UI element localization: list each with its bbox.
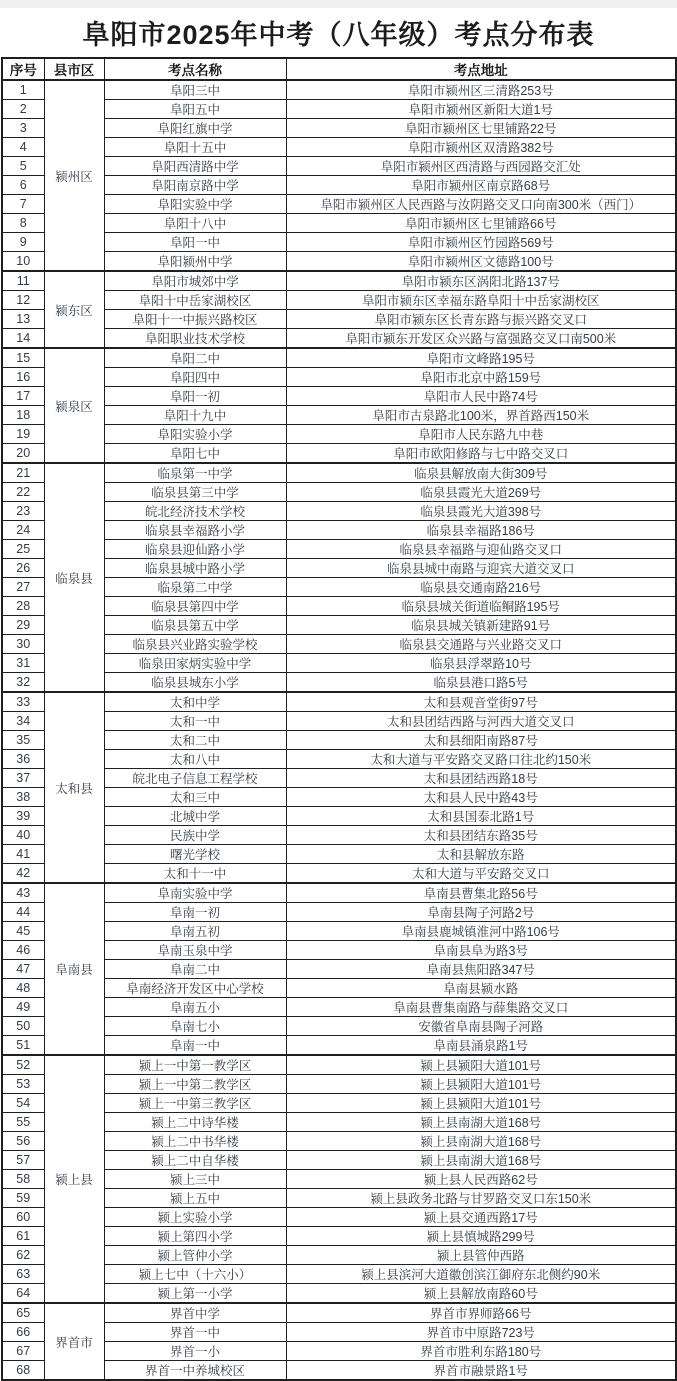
row-number-cell: 23 [2,502,44,521]
site-name-cell: 阜阳十八中 [104,214,286,233]
table-row [2,502,676,521]
site-address-cell: 颍上县解放南路60号 [286,1284,676,1304]
district-cell: 太和县 [44,692,104,883]
site-address-cell: 临泉县幸福路186号 [286,521,676,540]
site-address-cell: 太和县国泰北路1号 [286,807,676,826]
site-address-cell: 太和大道与平安路交叉口 [286,864,676,884]
table-row [2,883,676,903]
table-row [2,387,676,406]
site-address-cell: 临泉县城关街道临鲖路195号 [286,597,676,616]
site-address-cell: 阜阳市颍州区人民西路与汝阴路交叉口向南300米（西门） [286,195,676,214]
top-strip [0,0,677,8]
site-name-cell: 阜阳西清路中学 [104,157,286,176]
table-row [2,483,676,502]
site-address-cell: 阜南县涌泉路1号 [286,1036,676,1056]
site-name-cell: 太和中学 [104,692,286,712]
table-row [2,673,676,693]
site-address-cell: 临泉县城关镇新建路91号 [286,616,676,635]
exam-site-table [1,57,677,1381]
row-number-cell: 54 [2,1094,44,1113]
row-number-cell: 11 [2,271,44,291]
row-number-cell: 47 [2,960,44,979]
site-name-cell: 颍上实验小学 [104,1208,286,1227]
site-address-cell: 阜阳市颍东区长青东路与振兴路交叉口 [286,310,676,329]
site-name-cell: 颍上三中 [104,1170,286,1189]
site-address-cell: 阜阳市颍州区竹园路569号 [286,233,676,252]
site-address-cell: 临泉县解放南大街309号 [286,463,676,483]
site-address-cell: 颍上县南湖大道168号 [286,1113,676,1132]
table-row [2,960,676,979]
row-number-cell: 41 [2,845,44,864]
site-address-cell: 阜南县颍水路 [286,979,676,998]
table-row [2,635,676,654]
site-name-cell: 颍上一中第二教学区 [104,1075,286,1094]
table-row [2,616,676,635]
row-number-cell: 21 [2,463,44,483]
table-row [2,597,676,616]
row-number-cell: 24 [2,521,44,540]
table-row [2,979,676,998]
site-name-cell: 界首一小 [104,1342,286,1361]
row-number-cell: 59 [2,1189,44,1208]
site-address-cell: 阜阳市颍东开发区众兴路与富强路交叉口南500米 [286,329,676,349]
table-row [2,329,676,349]
site-name-cell: 阜阳一初 [104,387,286,406]
site-address-cell: 阜南县焦阳路347号 [286,960,676,979]
site-address-cell: 界首市界师路66号 [286,1303,676,1323]
table-row [2,157,676,176]
site-name-cell: 界首中学 [104,1303,286,1323]
table-row [2,826,676,845]
site-address-cell: 颍上县南湖大道168号 [286,1151,676,1170]
site-name-cell: 阜阳十九中 [104,406,286,425]
row-number-cell: 32 [2,673,44,693]
row-number-cell: 56 [2,1132,44,1151]
row-number-cell: 36 [2,750,44,769]
site-address-cell: 安徽省阜南县陶子河路 [286,1017,676,1036]
site-address-cell: 阜阳市颍州区文德路100号 [286,252,676,272]
site-address-cell: 临泉县浮翠路10号 [286,654,676,673]
site-name-cell: 太和八中 [104,750,286,769]
site-name-cell: 阜南一初 [104,903,286,922]
row-number-cell: 60 [2,1208,44,1227]
row-number-cell: 16 [2,368,44,387]
site-name-cell: 阜阳职业技术学校 [104,329,286,349]
site-address-cell: 阜南县阜为路3号 [286,941,676,960]
row-number-cell: 53 [2,1075,44,1094]
site-name-cell: 临泉县幸福路小学 [104,521,286,540]
table-row [2,176,676,195]
site-address-cell: 阜阳市颍州区三清路253号 [286,80,676,100]
row-number-cell: 51 [2,1036,44,1056]
table-row [2,195,676,214]
site-name-cell: 临泉县第五中学 [104,616,286,635]
site-name-cell: 颍上二中诗华楼 [104,1113,286,1132]
site-name-cell: 阜南二中 [104,960,286,979]
table-row [2,540,676,559]
site-name-cell: 临泉县兴业路实验学校 [104,635,286,654]
row-number-cell: 42 [2,864,44,884]
row-number-cell: 58 [2,1170,44,1189]
site-name-cell: 阜阳五中 [104,100,286,119]
table-row [2,998,676,1017]
table-row [2,903,676,922]
site-address-cell: 阜阳市颍州区新阳大道1号 [286,100,676,119]
site-name-cell: 阜阳三中 [104,80,286,100]
site-name-cell: 颍上第一小学 [104,1284,286,1304]
row-number-cell: 62 [2,1246,44,1265]
row-number-cell: 33 [2,692,44,712]
row-number-cell: 30 [2,635,44,654]
col-header-address: 考点地址 [286,58,676,80]
site-address-cell: 界首市胜利东路180号 [286,1342,676,1361]
site-name-cell: 太和二中 [104,731,286,750]
site-address-cell: 阜南县曹集南路与薛集路交叉口 [286,998,676,1017]
row-number-cell: 17 [2,387,44,406]
site-name-cell: 界首一中 [104,1323,286,1342]
row-number-cell: 7 [2,195,44,214]
row-number-cell: 19 [2,425,44,444]
table-row [2,119,676,138]
site-address-cell: 阜阳市人民中路74号 [286,387,676,406]
site-address-cell: 临泉县港口路5号 [286,673,676,693]
site-address-cell: 阜阳市颍东区幸福东路阜阳十中岳家湖校区 [286,291,676,310]
site-address-cell: 太和县解放东路 [286,845,676,864]
table-row [2,463,676,483]
table-row [2,138,676,157]
row-number-cell: 31 [2,654,44,673]
table-row [2,788,676,807]
table-row [2,1284,676,1304]
site-address-cell: 阜阳市颍州区南京路68号 [286,176,676,195]
site-address-cell: 界首市中原路723号 [286,1323,676,1342]
table-row [2,750,676,769]
site-name-cell: 阜阳实验中学 [104,195,286,214]
site-name-cell: 皖北电子信息工程学校 [104,769,286,788]
table-row [2,521,676,540]
table-row [2,807,676,826]
district-cell: 颍东区 [44,271,104,348]
site-name-cell: 临泉县城东小学 [104,673,286,693]
table-row [2,1323,676,1342]
site-name-cell: 阜阳颍州中学 [104,252,286,272]
table-row [2,1208,676,1227]
site-name-cell: 阜阳二中 [104,348,286,368]
site-name-cell: 界首一中养城校区 [104,1361,286,1381]
site-address-cell: 太和县团结西路18号 [286,769,676,788]
site-address-cell: 临泉县霞光大道398号 [286,502,676,521]
row-number-cell: 55 [2,1113,44,1132]
row-number-cell: 8 [2,214,44,233]
row-number-cell: 45 [2,922,44,941]
site-address-cell: 颍上县管仲西路 [286,1246,676,1265]
site-name-cell: 阜阳实验小学 [104,425,286,444]
site-name-cell: 阜南实验中学 [104,883,286,903]
site-name-cell: 颍上一中第一教学区 [104,1055,286,1075]
table-row [2,712,676,731]
site-address-cell: 阜阳市颍州区七里铺路66号 [286,214,676,233]
site-name-cell: 北城中学 [104,807,286,826]
table-row [2,845,676,864]
col-header-number: 序号 [2,58,44,80]
row-number-cell: 44 [2,903,44,922]
col-header-district: 县市区 [44,58,104,80]
row-number-cell: 25 [2,540,44,559]
table-row [2,425,676,444]
table-row [2,1036,676,1056]
table-row [2,1265,676,1284]
table-row [2,941,676,960]
site-name-cell: 临泉县第三中学 [104,483,286,502]
row-number-cell: 38 [2,788,44,807]
site-name-cell: 曙光学校 [104,845,286,864]
table-row [2,559,676,578]
row-number-cell: 6 [2,176,44,195]
table-row [2,100,676,119]
table-row [2,1361,676,1381]
row-number-cell: 64 [2,1284,44,1304]
site-name-cell: 阜南一中 [104,1036,286,1056]
table-row [2,578,676,597]
site-address-cell: 颍上县慎城路299号 [286,1227,676,1246]
table-row [2,233,676,252]
site-address-cell: 阜阳市颍东区涡阳北路137号 [286,271,676,291]
row-number-cell: 18 [2,406,44,425]
row-number-cell: 9 [2,233,44,252]
site-address-cell: 临泉县交通南路216号 [286,578,676,597]
row-number-cell: 26 [2,559,44,578]
site-name-cell: 阜阳七中 [104,444,286,464]
row-number-cell: 63 [2,1265,44,1284]
site-address-cell: 太和县人民中路43号 [286,788,676,807]
row-number-cell: 43 [2,883,44,903]
site-name-cell: 民族中学 [104,826,286,845]
row-number-cell: 3 [2,119,44,138]
site-name-cell: 临泉县迎仙路小学 [104,540,286,559]
site-name-cell: 颍上七中（十六小） [104,1265,286,1284]
site-name-cell: 阜南五小 [104,998,286,1017]
site-name-cell: 太和一中 [104,712,286,731]
district-cell: 颍上县 [44,1055,104,1303]
site-address-cell: 界首市融景路1号 [286,1361,676,1381]
row-number-cell: 22 [2,483,44,502]
row-number-cell: 28 [2,597,44,616]
row-number-cell: 1 [2,80,44,100]
table-row [2,1017,676,1036]
table-row [2,348,676,368]
table-row [2,1075,676,1094]
title-area [0,8,677,57]
row-number-cell: 27 [2,578,44,597]
table-row [2,1113,676,1132]
site-name-cell: 临泉第一中学 [104,463,286,483]
district-cell: 颍州区 [44,80,104,271]
site-address-cell: 阜南县曹集北路56号 [286,883,676,903]
table-row [2,291,676,310]
site-name-cell: 颍上第四小学 [104,1227,286,1246]
site-address-cell: 太和大道与平安路交叉路口往北约150米 [286,750,676,769]
site-name-cell: 阜阳十五中 [104,138,286,157]
site-address-cell: 颍上县交通西路17号 [286,1208,676,1227]
site-address-cell: 阜阳市人民东路九中巷 [286,425,676,444]
table-row [2,368,676,387]
site-address-cell: 阜阳市文峰路195号 [286,348,676,368]
row-number-cell: 13 [2,310,44,329]
site-name-cell: 阜阳十一中振兴路校区 [104,310,286,329]
table-row [2,731,676,750]
table-row [2,1055,676,1075]
row-number-cell: 29 [2,616,44,635]
site-name-cell: 颍上二中自华楼 [104,1151,286,1170]
table-row [2,444,676,464]
table-row [2,654,676,673]
site-address-cell: 临泉县幸福路与迎仙路交叉口 [286,540,676,559]
site-address-cell: 颍上县颍阳大道101号 [286,1094,676,1113]
site-address-cell: 临泉县城中南路与迎宾大道交叉口 [286,559,676,578]
site-address-cell: 太和县观音堂街97号 [286,692,676,712]
site-name-cell: 临泉第二中学 [104,578,286,597]
district-cell: 界首市 [44,1303,104,1380]
site-address-cell: 阜阳市欧阳修路与七中路交叉口 [286,444,676,464]
table-row [2,1170,676,1189]
table-row [2,1094,676,1113]
table-row [2,1303,676,1323]
row-number-cell: 37 [2,769,44,788]
table-row [2,692,676,712]
site-address-cell: 阜阳市北京中路159号 [286,368,676,387]
table-row [2,1151,676,1170]
site-address-cell: 颍上县颍阳大道101号 [286,1055,676,1075]
table-row [2,310,676,329]
site-name-cell: 太和三中 [104,788,286,807]
row-number-cell: 49 [2,998,44,1017]
row-number-cell: 67 [2,1342,44,1361]
site-name-cell: 阜阳红旗中学 [104,119,286,138]
site-address-cell: 太和县细阳南路87号 [286,731,676,750]
site-address-cell: 阜阳市颍州区西清路与西园路交汇处 [286,157,676,176]
table-row [2,252,676,272]
site-name-cell: 阜阳四中 [104,368,286,387]
site-address-cell: 颍上县颍阳大道101号 [286,1075,676,1094]
table-row [2,406,676,425]
row-number-cell: 5 [2,157,44,176]
site-name-cell: 颍上五中 [104,1189,286,1208]
table-body [2,80,676,1380]
site-name-cell: 颍上一中第三教学区 [104,1094,286,1113]
row-number-cell: 12 [2,291,44,310]
site-name-cell: 皖北经济技术学校 [104,502,286,521]
row-number-cell: 35 [2,731,44,750]
district-cell: 阜南县 [44,883,104,1055]
table-row [2,1342,676,1361]
row-number-cell: 48 [2,979,44,998]
site-address-cell: 阜南县陶子河路2号 [286,903,676,922]
site-name-cell: 颍上二中书华楼 [104,1132,286,1151]
site-address-cell: 阜阳市颍州区双清路382号 [286,138,676,157]
table-row [2,922,676,941]
row-number-cell: 61 [2,1227,44,1246]
site-name-cell: 阜南七小 [104,1017,286,1036]
row-number-cell: 65 [2,1303,44,1323]
site-address-cell: 阜阳市古泉路北100米，界首路西150米 [286,406,676,425]
row-number-cell: 34 [2,712,44,731]
row-number-cell: 4 [2,138,44,157]
site-address-cell: 太和县团结东路35号 [286,826,676,845]
site-name-cell: 阜阳市城郊中学 [104,271,286,291]
row-number-cell: 46 [2,941,44,960]
site-address-cell: 太和县团结西路与河西大道交叉口 [286,712,676,731]
table-row [2,1227,676,1246]
site-name-cell: 颍上管仲小学 [104,1246,286,1265]
table-row [2,271,676,291]
header-row [2,58,676,80]
row-number-cell: 68 [2,1361,44,1381]
site-address-cell: 阜阳市颍州区七里铺路22号 [286,119,676,138]
site-address-cell: 阜南县鹿城镇淮河中路106号 [286,922,676,941]
site-name-cell: 阜阳一中 [104,233,286,252]
row-number-cell: 10 [2,252,44,272]
site-name-cell: 阜南五初 [104,922,286,941]
table-row [2,1246,676,1265]
table-row [2,214,676,233]
district-cell: 临泉县 [44,463,104,692]
table-row [2,1189,676,1208]
row-number-cell: 15 [2,348,44,368]
site-address-cell: 颍上县滨河大道徽创滨江御府东北侧约90米 [286,1265,676,1284]
row-number-cell: 50 [2,1017,44,1036]
site-address-cell: 临泉县交通路与兴业路交叉口 [286,635,676,654]
site-address-cell: 颍上县南湖大道168号 [286,1132,676,1151]
site-name-cell: 阜阳南京路中学 [104,176,286,195]
row-number-cell: 20 [2,444,44,464]
site-name-cell: 阜南玉泉中学 [104,941,286,960]
table-row [2,864,676,884]
table-row [2,1132,676,1151]
site-name-cell: 阜南经济开发区中心学校 [104,979,286,998]
row-number-cell: 52 [2,1055,44,1075]
site-name-cell: 临泉县第四中学 [104,597,286,616]
row-number-cell: 57 [2,1151,44,1170]
site-name-cell: 临泉县城中路小学 [104,559,286,578]
row-number-cell: 66 [2,1323,44,1342]
table-row [2,80,676,100]
row-number-cell: 39 [2,807,44,826]
col-header-name: 考点名称 [104,58,286,80]
row-number-cell: 14 [2,329,44,349]
table-row [2,769,676,788]
district-cell: 颍泉区 [44,348,104,463]
site-address-cell: 临泉县霞光大道269号 [286,483,676,502]
site-name-cell: 阜阳十中岳家湖校区 [104,291,286,310]
page-title: 阜阳市2025年中考（八年级）考点分布表 [82,20,595,50]
row-number-cell: 40 [2,826,44,845]
site-address-cell: 颍上县人民西路62号 [286,1170,676,1189]
site-name-cell: 太和十一中 [104,864,286,884]
row-number-cell: 2 [2,100,44,119]
site-name-cell: 临泉田家炳实验中学 [104,654,286,673]
site-address-cell: 颍上县政务北路与甘罗路交叉口东150米 [286,1189,676,1208]
